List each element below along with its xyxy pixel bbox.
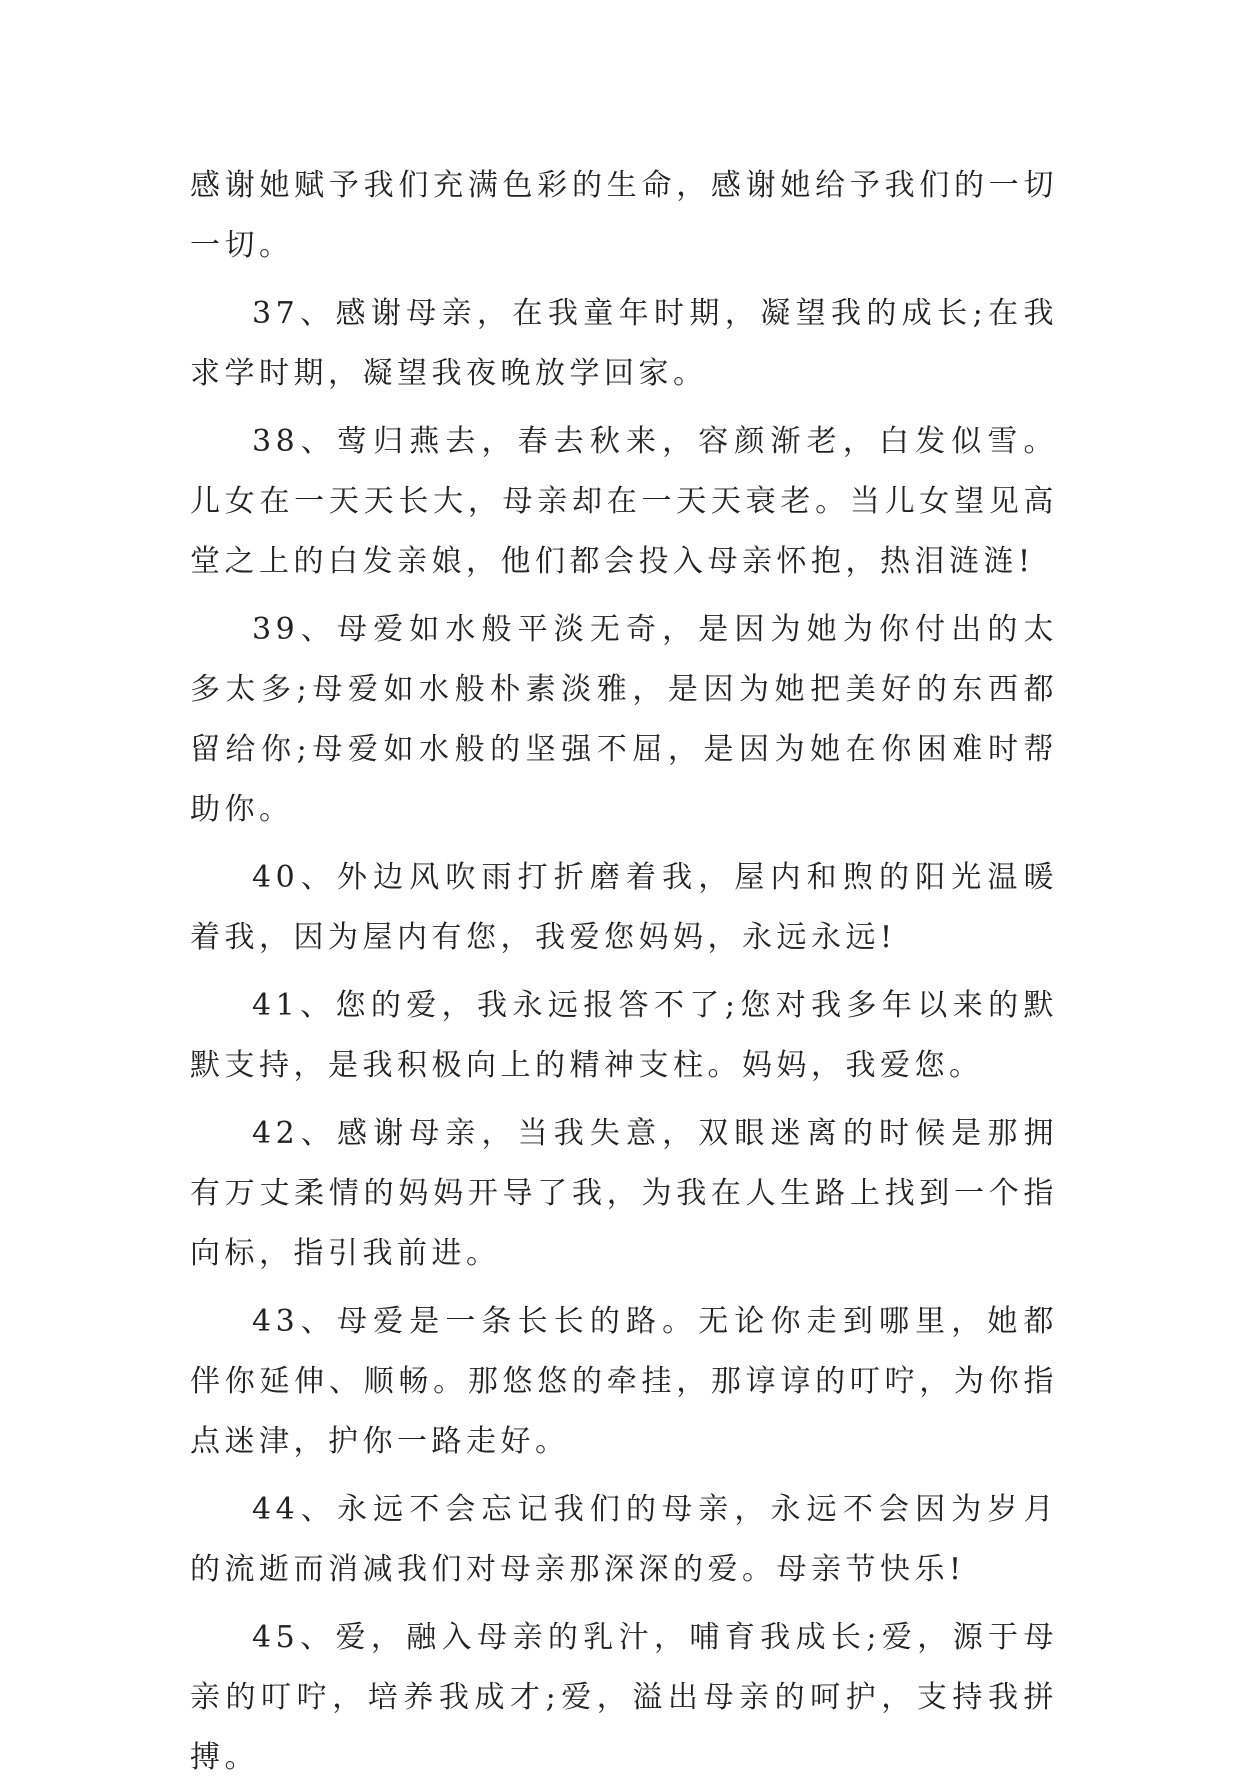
paragraph-39: 39、母爱如水般平淡无奇，是因为她为你付出的太多太多;母爱如水般朴素淡雅，是因为她把美好的东西都留给你;母爱如水般的坚强不屈，是因为她在你困难时帮助你。 (190, 612, 1058, 827)
paragraph-41: 41、您的爱，我永远报答不了;您对我多年以来的默默支持，是我积极向上的精神支柱。妈妈，我爱您。 (190, 988, 1058, 1083)
paragraph-42: 42、感谢母亲，当我失意，双眼迷离的时候是那拥有万丈柔情的妈妈开导了我，为我在人生路上找到一个指向标，指引我前进。 (190, 1116, 1058, 1271)
paragraph-44: 44、永远不会忘记我们的母亲，永远不会因为岁月的流逝而消减我们对母亲那深深的爱。母亲节快乐! (190, 1492, 1058, 1587)
paragraph-37: 37、感谢母亲，在我童年时期，凝望我的成长;在我求学时期，凝望我夜晚放学回家。 (190, 296, 1058, 391)
document-body (190, 156, 1058, 1788)
paragraph-40: 40、外边风吹雨打折磨着我，屋内和煦的阳光温暖着我，因为屋内有您，我爱您妈妈，永远永远! (190, 860, 1058, 955)
paragraph-continuation: 感谢她赋予我们充满色彩的生命，感谢她给予我们的一切一切。 (190, 168, 1058, 263)
paragraph-43: 43、母爱是一条长长的路。无论你走到哪里，她都伴你延伸、顺畅。那悠悠的牵挂，那谆谆的叮咛，为你指点迷津，护你一路走好。 (190, 1304, 1058, 1459)
paragraph-38: 38、莺归燕去，春去秋来，容颜渐老，白发似雪。儿女在一天天长大，母亲却在一天天衰老。当儿女望见高堂之上的白发亲娘，他们都会投入母亲怀抱，热泪涟涟! (190, 424, 1058, 579)
paragraph-45: 45、爱，融入母亲的乳汁，哺育我成长;爱，源于母亲的叮咛，培养我成才;爱，溢出母亲的呵护，支持我拼搏。 (190, 1620, 1058, 1775)
